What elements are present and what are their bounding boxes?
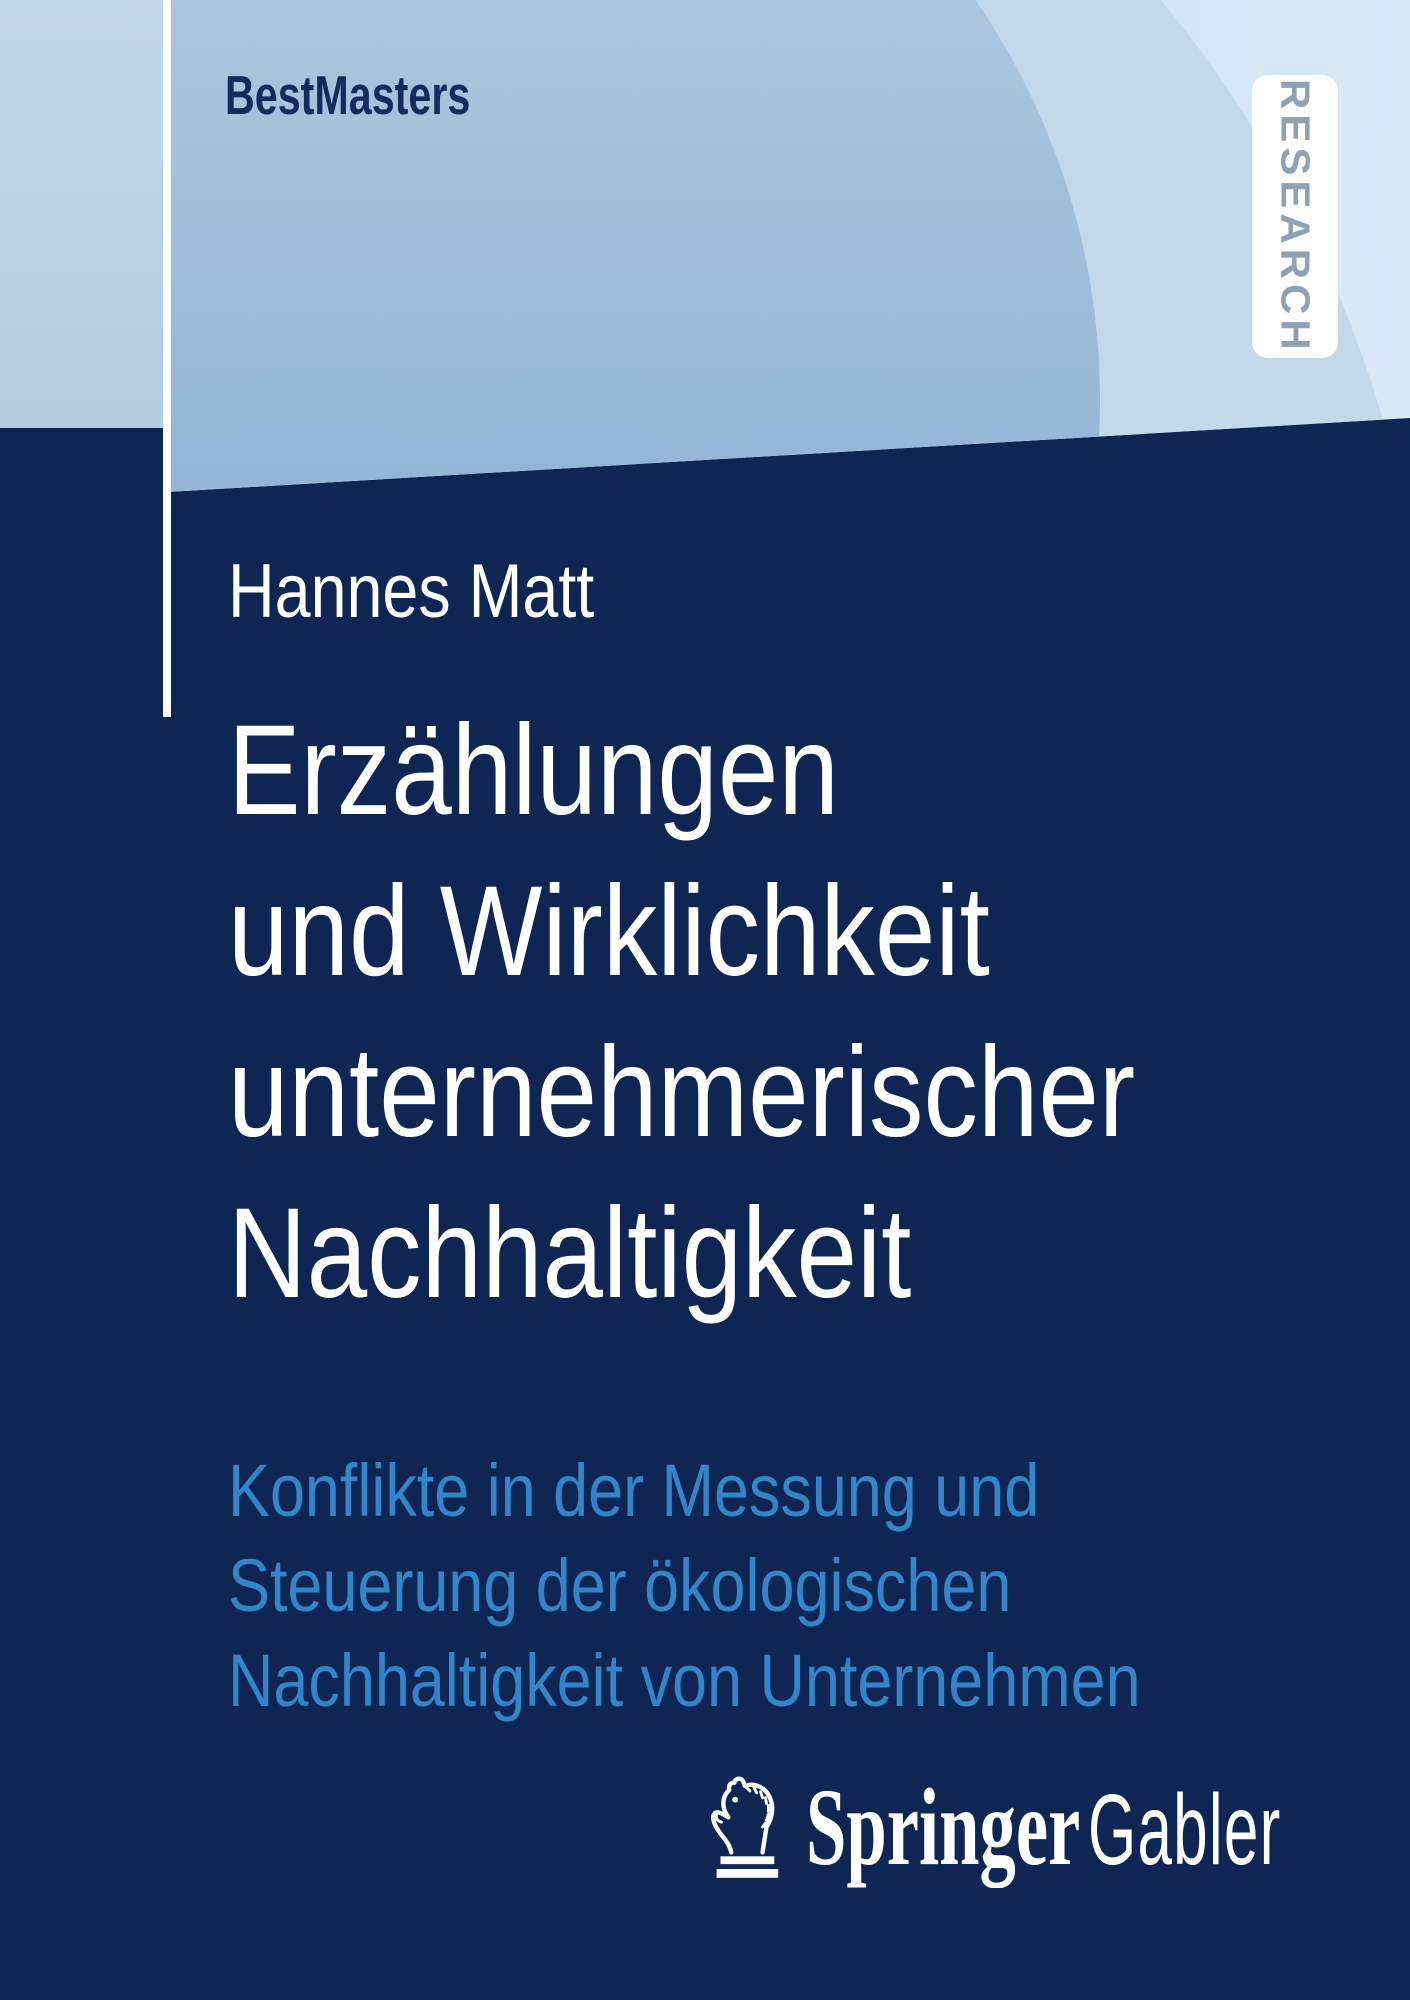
- research-badge: [1252, 75, 1338, 358]
- author-name: Hannes Matt: [228, 549, 595, 634]
- series-label: BestMasters: [225, 64, 471, 126]
- header-artwork: [0, 0, 1410, 500]
- subtitle-line: Nachhaltigkeit von Unternehmen: [228, 1639, 1141, 1722]
- header-left-strip: [0, 0, 163, 428]
- subtitle-line: Steuerung der ökologischen: [228, 1544, 1012, 1627]
- subtitle-line: Konflikte in der Messung und: [228, 1449, 1040, 1532]
- title-line: Erzählungen: [228, 699, 839, 842]
- publisher-wordmark-gabler: Gabler: [1088, 1774, 1282, 1886]
- publisher-wordmark-springer: Springer: [806, 1766, 1081, 1888]
- title-line: und Wirklichkeit: [228, 860, 990, 1003]
- springer-knight-icon: [700, 1770, 786, 1884]
- research-badge-label: RESEARCH: [1272, 78, 1319, 355]
- title-line: unternehmerischer: [228, 1021, 1136, 1164]
- vertical-rule: [163, 0, 171, 717]
- title-line: Nachhaltigkeit: [228, 1182, 912, 1325]
